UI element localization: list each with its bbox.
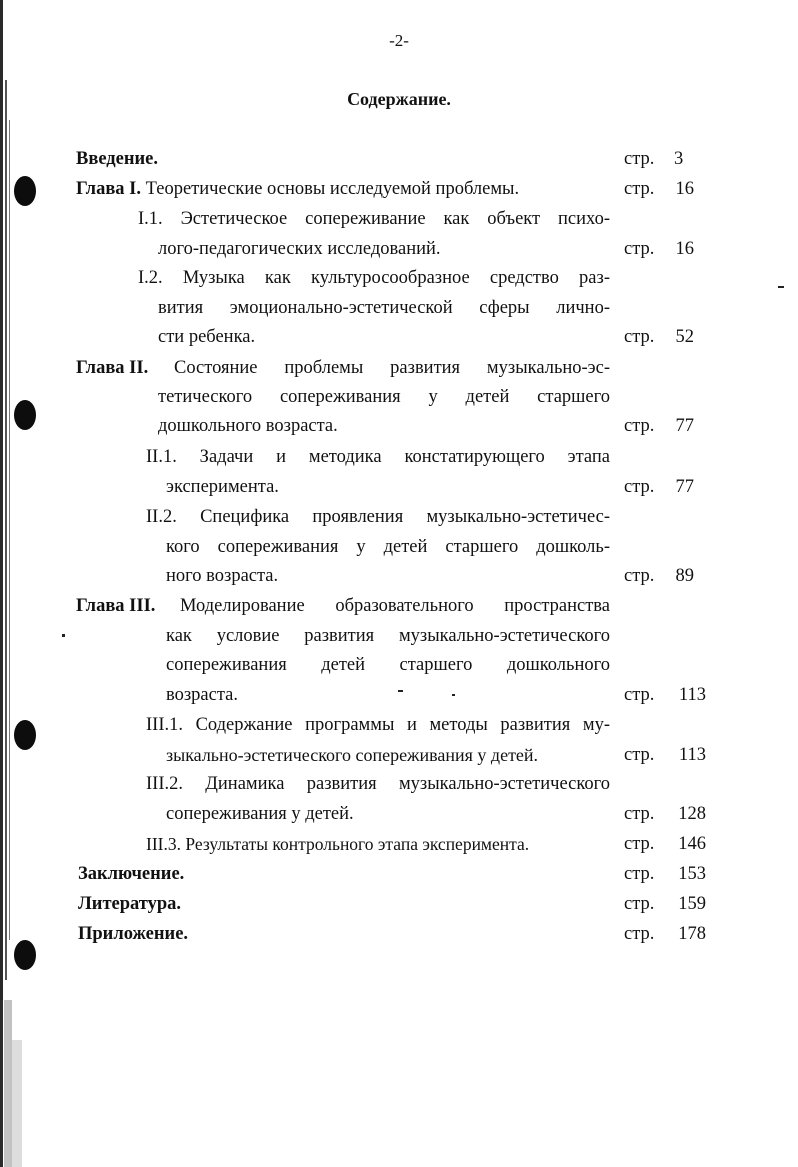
toc-appendix: Приложение. <box>78 924 189 944</box>
page-prefix: стр. <box>624 834 655 854</box>
page-prefix: стр. <box>624 566 655 586</box>
page-prefix: стр. <box>624 416 655 436</box>
toc-section-3-2-line: III.2. Динамика развития музыкально-эстетического <box>146 774 610 794</box>
page-prefix: стр. <box>624 239 655 259</box>
toc-intro: Введение. <box>76 149 159 169</box>
page-ref: 178 <box>678 924 706 944</box>
toc-section-3-1-line: зыкально-эстетического сопереживания у детей. <box>166 745 539 765</box>
toc-section-1-2-line: сти ребенка. <box>158 327 256 347</box>
chapter-label: Глава I. <box>76 179 142 199</box>
toc-chapter-3-line: возраста. <box>166 685 238 705</box>
toc-section-2-2-line: ного возраста. <box>166 566 279 586</box>
toc-section-1-1-line: лого-педагогических исследований. <box>158 239 441 259</box>
binding-hole <box>14 720 36 750</box>
page-ref: 52 <box>675 327 694 347</box>
page-prefix: стр. <box>624 327 655 347</box>
toc-section-1-1-line: I.1. Эстетическое сопереживание как объект психо- <box>138 209 610 229</box>
binding-hole <box>14 400 36 430</box>
toc-section-1-2-line: вития эмоционально-эстетической сферы лично- <box>158 298 610 318</box>
page-ref: 3 <box>674 149 684 169</box>
chapter-label: Глава II. <box>76 358 149 378</box>
chapter-title: Теоретические основы исследуемой проблемы. <box>145 179 520 199</box>
page-ref: 77 <box>675 416 694 436</box>
toc-chapter-2-line: тетического сопереживания у детей старшего <box>158 387 610 407</box>
page-ref: 16 <box>675 239 694 259</box>
page-ref: 77 <box>675 477 694 497</box>
page-prefix: стр. <box>624 149 655 169</box>
page-title: Содержание. <box>347 89 451 109</box>
toc-section-3-2-line: сопереживания у детей. <box>166 804 354 824</box>
page-prefix: стр. <box>624 864 655 884</box>
page-prefix: стр. <box>624 804 655 824</box>
page-prefix: стр. <box>624 179 655 199</box>
page-ref: 113 <box>678 685 706 705</box>
toc-chapter-1 <box>76 178 519 200</box>
chapter-label: Глава III. <box>76 596 156 616</box>
page-ref: 89 <box>675 566 694 586</box>
page-ref: 128 <box>678 804 706 824</box>
page-ref: 159 <box>678 894 706 914</box>
page-prefix: стр. <box>624 685 655 705</box>
toc-section-2-1-line: эксперимента. <box>166 477 279 497</box>
page-ref: 153 <box>678 864 706 884</box>
toc-section-2-2-line: II.2. Специфика проявления музыкально-эстетичес- <box>146 507 610 527</box>
scan-binding-edge <box>0 0 36 1167</box>
page-number: -2- <box>389 31 409 50</box>
scan-speck <box>452 694 455 696</box>
toc-section-3-3: III.3. Результаты контрольного этапа эксперимента. <box>146 834 530 854</box>
toc-conclusion: Заключение. <box>78 864 185 884</box>
page-prefix: стр. <box>624 477 655 497</box>
toc-section-2-1-line: II.1. Задачи и методика констатирующего этапа <box>146 447 610 467</box>
scan-speck <box>62 634 65 637</box>
page-ref: 113 <box>678 745 706 765</box>
toc-chapter-3-line: как условие развития музыкально-эстетического <box>166 626 610 646</box>
page-ref: 146 <box>678 834 706 854</box>
toc-section-2-2-line: кого сопереживания у детей старшего дошколь- <box>166 537 610 557</box>
binding-hole <box>14 176 36 206</box>
page-ref: 16 <box>675 179 694 199</box>
page-prefix: стр. <box>624 894 655 914</box>
page-prefix: стр. <box>624 924 655 944</box>
toc-literature: Литература. <box>78 894 182 914</box>
toc-section-1-2-line: I.2. Музыка как культуросообразное средство раз- <box>138 268 610 288</box>
page-prefix: стр. <box>624 745 655 765</box>
scan-speck <box>778 286 784 288</box>
binding-hole <box>14 940 36 970</box>
toc-chapter-3-line: Моделирование образовательного пространства <box>180 596 610 616</box>
toc-chapter-2-line: дошкольного возраста. <box>158 416 338 436</box>
toc-section-3-1-line: III.1. Содержание программы и методы развития му- <box>146 715 610 735</box>
toc-chapter-3-line: сопереживания детей старшего дошкольного <box>166 655 610 675</box>
toc-chapter-2-line: Состояние проблемы развития музыкально-эс- <box>174 358 610 378</box>
scan-speck <box>398 690 403 692</box>
